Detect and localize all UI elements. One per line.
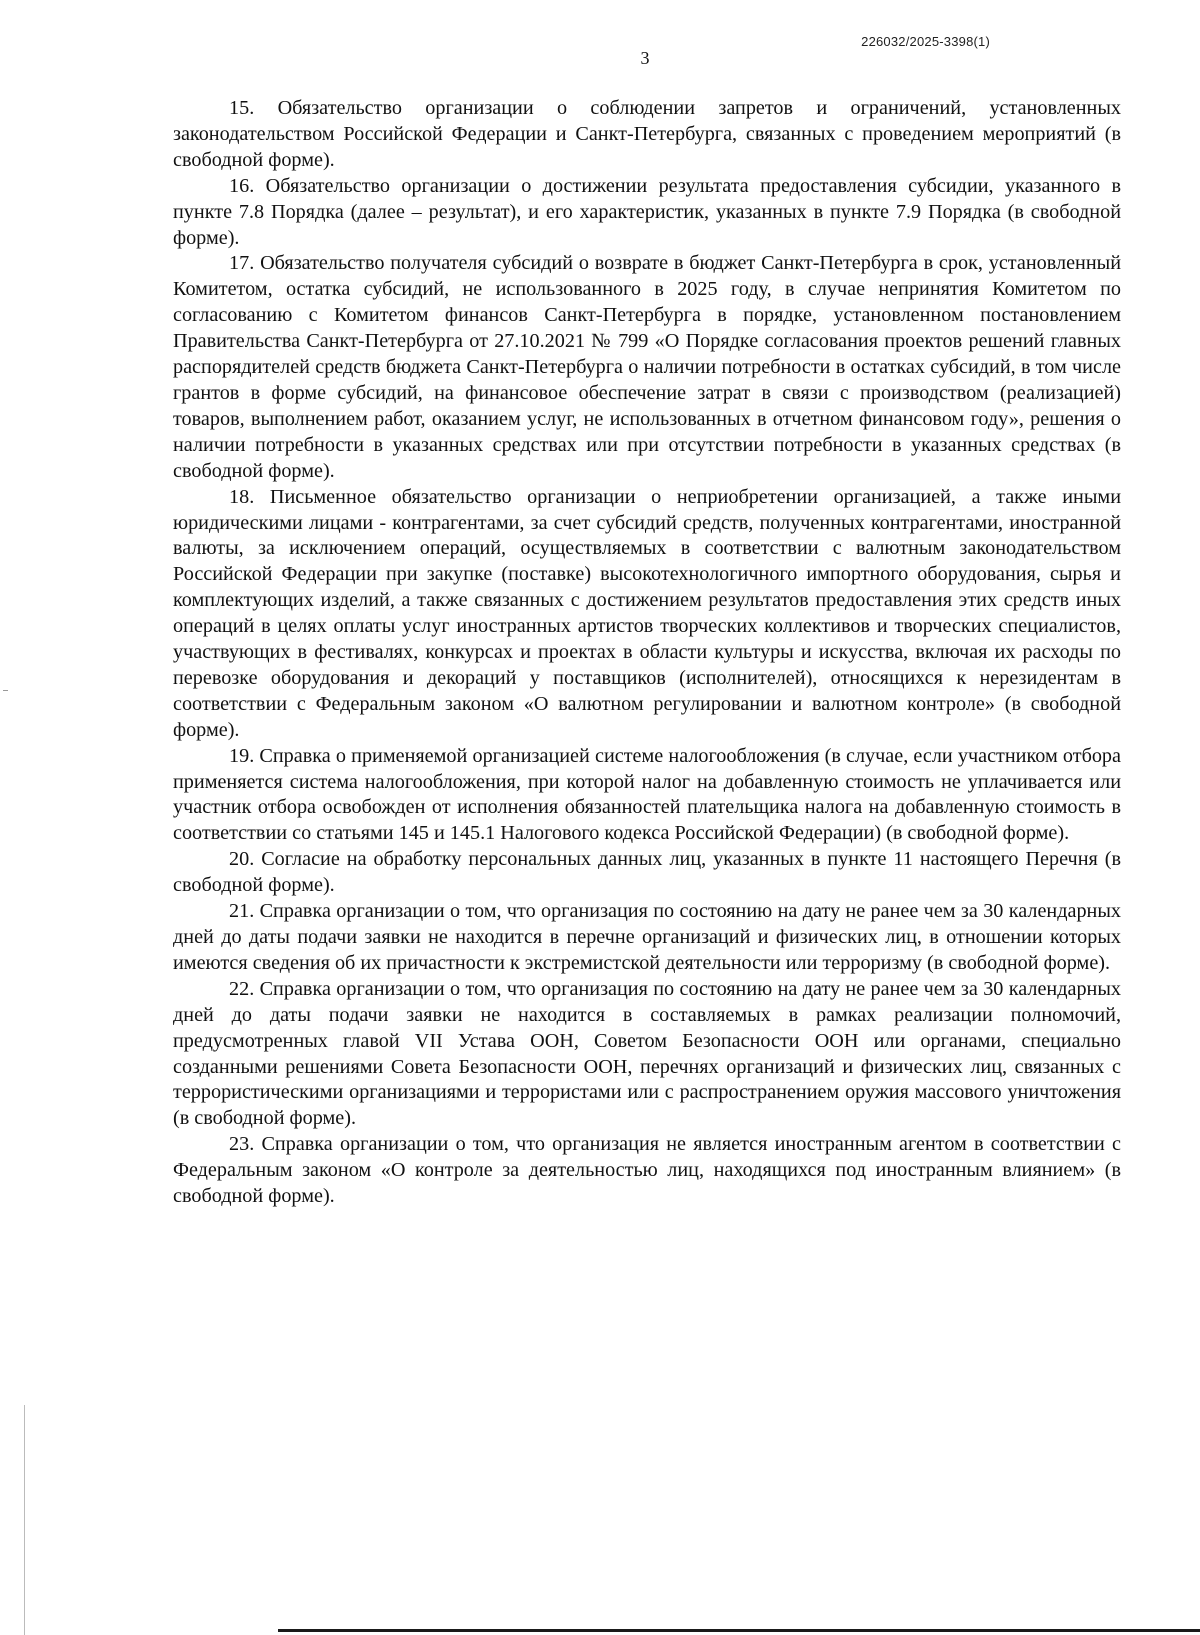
- page-number: 3: [640, 48, 650, 68]
- paragraph-text: Обязательство организации о достижении результата предоставления субсидии, указанного в пункте 7.8 Порядка (далее – результат), и его характеристик, указанных в пункте 7.9 Порядка (в свободной форме).: [173, 174, 1121, 249]
- scan-artifact-bottom-edge: [278, 1629, 1200, 1632]
- paragraph-19: [173, 744, 1121, 848]
- paragraph-number: 15.: [229, 97, 255, 119]
- paragraph-18: [173, 485, 1121, 744]
- paragraph-number: 16.: [229, 174, 255, 197]
- paragraph-text: Справка организации о том, что организация не является иностранным агентом в соответствии с Федеральным законом «О контроле за деятельностью лиц, находящихся под иностранным влиянием» (в свободной форме).: [173, 1133, 1122, 1208]
- paragraph-17: [173, 251, 1121, 484]
- paragraph-text: Справка о применяемой организацией системе налогообложения (в случае, если участником отбора применяется система налогообложения, при которой налог на добавленную стоимость не уплачивается или участник отбора освобожден от исполнения обязанностей плательщика налога на добавленную стоимость в соответствии со статьями 145 и 145.1 Налогового кодекса Российской Федерации) (в свободной форме).: [173, 744, 1121, 845]
- paragraph-16: [173, 174, 1121, 252]
- document-registration-number: 226032/2025-3398(1): [861, 34, 990, 49]
- paragraph-text: Согласие на обработку персональных данных лиц, указанных в пункте 11 настоящего Перечня (в свободной форме).: [173, 848, 1122, 897]
- paragraph-text: Письменное обязательство организации о неприобретении организацией, а также иными юридическими лицами - контрагентами, за счет субсидий средств, полученных контрагентами, иностранной валюты, за исключением операций, осуществляемых в соответствии с валютным законодательством Российской Федерации при закупке (поставке) высокотехнологичного импортного оборудования, сырья и комплектующих изделий, а также связанных с достижением результатов предоставления этих средств иных операций в целях оплаты услуг иностранных артистов творческих коллективов и творческих специалистов, участвующих в фестивалях, конкурсах и проектах в области культуры и искусства, включая их расходы по перевозке оборудования и декораций у поставщиков (исполнителей), относящихся к нерезидентам в соответствии с Федеральным законом «О валютном регулировании и валютном контроле» (в свободной форме).: [173, 485, 1121, 741]
- paragraph-23: [173, 1132, 1121, 1210]
- paragraph-text: Справка организации о том, что организация по состоянию на дату не ранее чем за 30 календарных дней до даты подачи заявки не находится в составляемых в рамках реализации полномочий, предусмотренных главой VII Устава ООН, Советом Безопасности ООН или органами, специально созданными решениями Совета Безопасности ООН, перечнях организаций и физических лиц, связанных с террористическими организациями и террористами или с распространением оружия массового уничтожения (в свободной форме).: [173, 977, 1121, 1130]
- paragraph-number: 22.: [229, 977, 255, 1000]
- paragraph-21: [173, 899, 1121, 977]
- scan-artifact-left-edge: [24, 1405, 25, 1635]
- paragraph-22: [173, 977, 1121, 1132]
- paragraph-text: Обязательство организации о соблюдении запретов и ограничений, установленных законодательством Российской Федерации и Санкт-Петербурга, связанных с проведением мероприятий (в свободной форме).: [173, 97, 1122, 171]
- paragraph-number: 20.: [229, 848, 255, 871]
- document-body: [173, 96, 1121, 1210]
- paragraph-number: 23.: [229, 1133, 255, 1156]
- paragraph-number: 21.: [229, 900, 255, 923]
- paragraph-text: Обязательство получателя субсидий о возврате в бюджет Санкт-Петербурга в срок, установленный Комитетом, остатка субсидий, не использованного в 2025 году, в случае непринятия Комитетом по согласованию с Комитетом финансов Санкт-Петербурга в порядке, установленном постановлением Правительства Санкт-Петербурга от 27.10.2021 № 799 «О Порядке согласования проектов решений главных распорядителей средств бюджета Санкт-Петербурга о наличии потребности в остатках субсидий, в том числе грантов в форме субсидий, на финансовое обеспечение затрат в связи с производством (реализацией) товаров, выполнением работ, оказанием услуг, не использованных в отчетном финансовом году», решения о наличии потребности в указанных средствах или при отсутствии потребности в указанных средствах (в свободной форме).: [173, 252, 1122, 482]
- paragraph-15: [173, 96, 1121, 174]
- paragraph-number: 18.: [229, 485, 255, 508]
- scan-artifact-tick: [3, 690, 8, 691]
- paragraph-text: Справка организации о том, что организация по состоянию на дату не ранее чем за 30 календарных дней до даты подачи заявки не находится в перечне организаций и физических лиц, в отношении которых имеются сведения об их причастности к экстремистской деятельности или терроризму (в свободной форме).: [173, 900, 1121, 974]
- paragraph-20: [173, 847, 1121, 899]
- paragraph-number: 19.: [229, 744, 255, 767]
- paragraph-number: 17.: [229, 252, 255, 275]
